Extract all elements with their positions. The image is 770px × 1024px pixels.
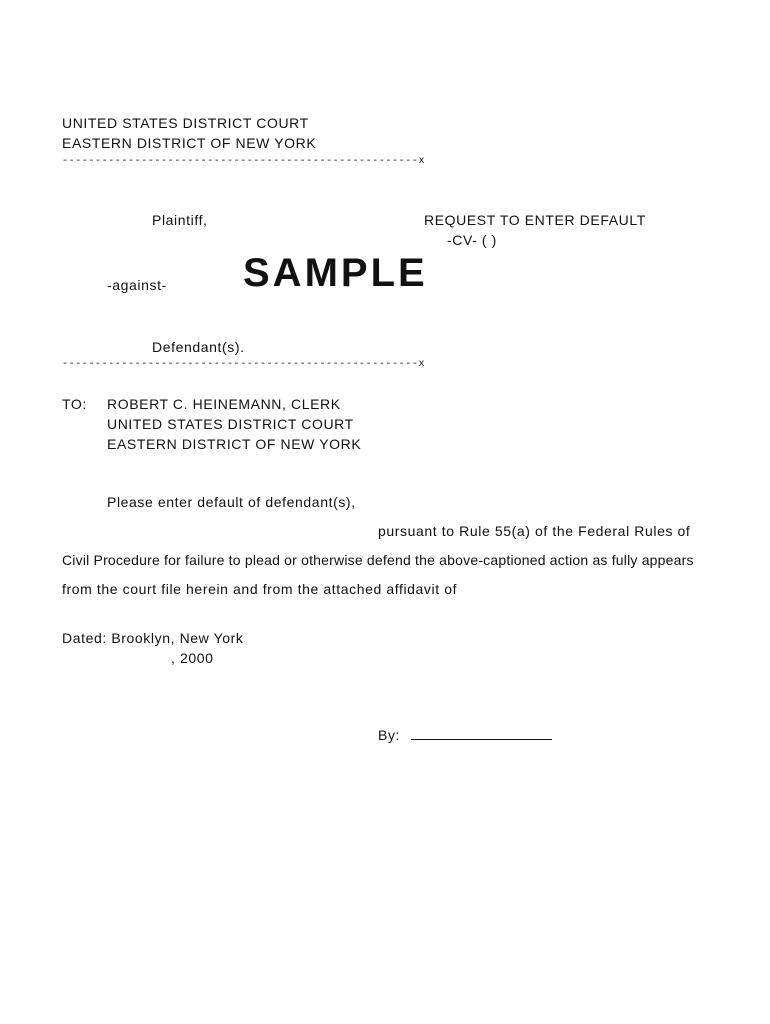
document-title: REQUEST TO ENTER DEFAULT xyxy=(424,212,646,228)
body-line-3: Civil Procedure for failure to plead or otherwise defend the above-captioned action as fully appears xyxy=(62,552,694,568)
body-line-2: pursuant to Rule 55(a) of the Federal Rules of xyxy=(378,523,691,539)
sample-watermark: SAMPLE xyxy=(243,251,428,295)
defendants-label: Defendant(s). xyxy=(152,339,245,355)
addressee-court: UNITED STATES DISTRICT COURT xyxy=(107,416,354,432)
court-district: EASTERN DISTRICT OF NEW YORK xyxy=(62,135,317,151)
clerk-name: ROBERT C. HEINEMANN, CLERK xyxy=(107,396,341,412)
caption-rule-top: ------------------------------------------------------x xyxy=(62,156,426,167)
body-line-1: Please enter default of defendant(s), xyxy=(107,494,356,510)
body-line-4: from the court file herein and from the attached affidavit of xyxy=(62,581,458,597)
signature-line xyxy=(411,738,552,740)
court-name: UNITED STATES DISTRICT COURT xyxy=(62,115,309,131)
dated-location: Dated: Brooklyn, New York xyxy=(62,630,244,646)
dated-year: , 2000 xyxy=(171,650,214,666)
addressee-district: EASTERN DISTRICT OF NEW YORK xyxy=(107,436,362,452)
to-label: TO: xyxy=(62,396,87,412)
caption-rule-bottom: ------------------------------------------------------x xyxy=(62,359,426,370)
by-label: By: xyxy=(378,727,401,743)
against-label: -against- xyxy=(107,277,167,293)
case-number: -CV- ( ) xyxy=(447,232,497,248)
plaintiff-label: Plaintiff, xyxy=(152,212,208,228)
